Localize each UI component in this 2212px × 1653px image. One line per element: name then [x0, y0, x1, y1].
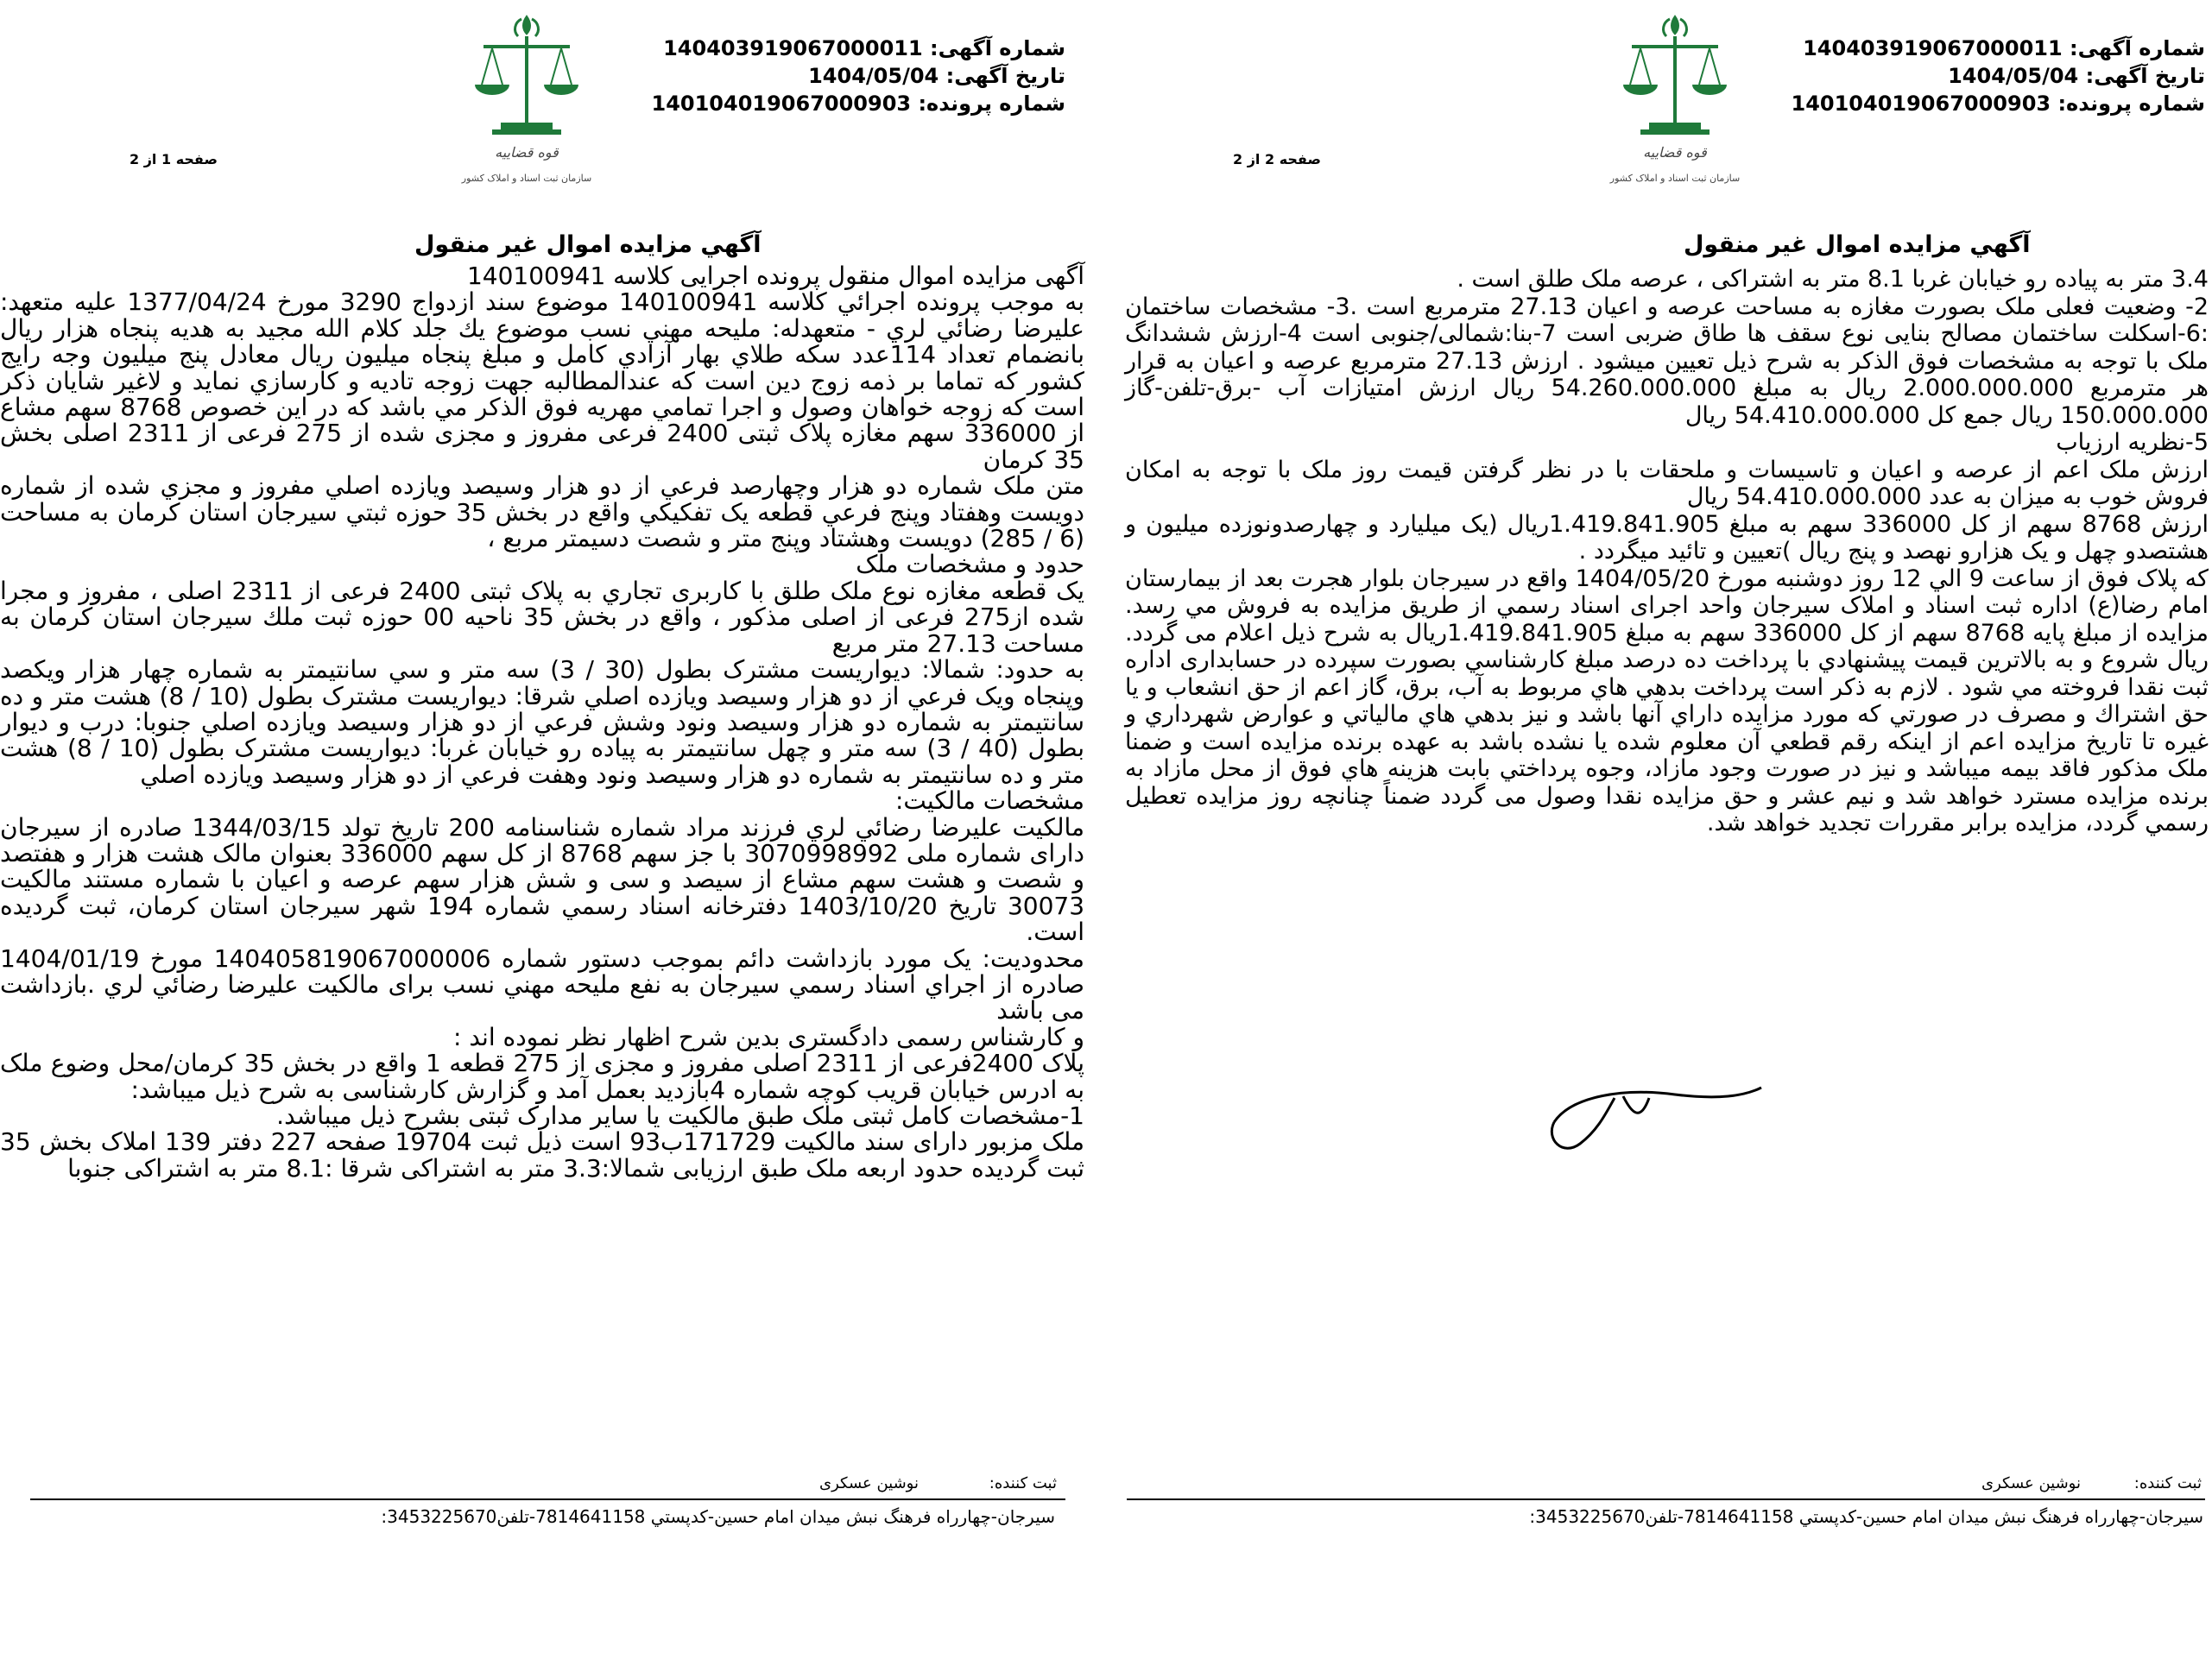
footer-address: سیرجان-چهارراه فرهنگ نبش میدان امام حسین-کدپستي 7814641158-تلفن3453225670:	[381, 1506, 1055, 1527]
judiciary-emblem-icon	[1606, 9, 1744, 190]
notice-date: تاریخ آگهی: 1404/05/04	[1948, 64, 2205, 88]
document-title: آگهي مزايده اموال غير منقول	[414, 231, 762, 258]
emblem-line2: سازمان ثبت اسناد و املاک کشور	[461, 173, 592, 184]
notice-number: شماره آگهی: 140403919067000011	[663, 36, 1065, 60]
paragraph: 3.4 متر به پیاده رو خیابان غربا 8.1 متر به اشتراکی ، عرصه ملک طلق است .	[1457, 266, 2209, 293]
paragraph: متن ملک شماره دو هزار وچهارصد فرعي از دو هزار وسيصد ويازده اصلي مفروز و مجزي شده از شماره دويست وهفتاد وپنج فرعي قطعه يک تفکيکي واقع در بخش 35 حوزه ثبتي سيرجان استان كرمان به مساحت (6 / 285) دويست وهشتاد وپنج متر و شصت دسيمتر مربع ،	[0, 471, 1085, 553]
case-number: شماره پرونده: 140104019067000903	[651, 91, 1065, 116]
case-number: شماره پرونده: 140104019067000903	[1791, 91, 2205, 116]
footer-address: سیرجان-چهارراه فرهنگ نبش میدان امام حسین-کدپستي 7814641158-تلفن3453225670:	[1529, 1506, 2203, 1527]
emblem-line2: سازمان ثبت اسناد و املاک کشور	[1609, 173, 1741, 184]
page-number: صفحه 2 از 2	[1233, 151, 1321, 167]
emblem-line1: قوه قضاییه	[1643, 144, 1707, 161]
paragraph: يک قطعه مغازه نوع ملک طلق با کاربری تجاري به پلاک ثبتی 2400 فرعی از 2311 اصلی ، مفروز و مجرا شده از275 فرعی از اصلی مذکور ، واقع در بخش 35 ناحیه 00 حوزه ثبت ملك سيرجان استان كرمان به مساحت 27.13 متر مربع	[0, 576, 1085, 658]
paragraph: ملک مزبور دارای سند مالکیت 171729ب93 است ذیل ثبت 19704 صفحه 227 دفتر 139 املاک بخش 35 ثبت گردیده حدود اربعه ملک طبق ارزیابی شمالا:3.3 متر به اشتراکی شرقا :8.1 متر به اشتراکی جنوبا	[0, 1127, 1084, 1183]
paragraph: و کارشناس رسمی دادگستری بدین شرح اظهار نظر نموده اند :	[453, 1022, 1084, 1051]
notice-body	[0, 263, 1084, 1182]
registrar-row	[1131, 1474, 2202, 1495]
notice-header	[651, 35, 1065, 121]
paragraph: مشخصات مالکیت:	[894, 786, 1084, 816]
registrar-label: ثبت کننده:	[989, 1474, 1057, 1492]
paragraph: پلاک 2400فرعی از 2311 اصلی مفروز و مجزی از 275 قطعه 1 واقع در بخش 35 کرمان/محل وضوع ملک به ادرس خیابان قریب کوچه شماره 4بازدید بعمل آمد و گزارش کارشناسی به شرح ذیل میباشد:	[0, 1049, 1084, 1104]
paragraph: حدود و مشخصات ملک	[856, 550, 1084, 579]
notice-number: شماره آگهی: 140403919067000011	[1803, 36, 2205, 60]
registrar-label: ثبت کننده:	[2133, 1474, 2202, 1492]
paragraph: 2- وضعیت فعلی ملک بصورت مغازه به مساحت عرصه و اعیان 27.13 مترمربع است .3- مشخصات ساختمان :6-اسکلت ساختمان مصالح بنایی نوع سقف ها طاق ضربی است 7-بنا:شمالی/جنوبی است 4-ارزش ششدانگ ملک با توجه به مشخصات فوق الذکر به شرح ذیل تعیین میشود . ارزش 27.13 مترمربع عرصه و اعیان به قرار هر مترمربع 2.000.000.000 ریال به مبلغ 54.260.000.000 ریال ارزش امتیازات آب -برق-تلفن-گاز 150.000.000 ریال جمع کل 54.410.000.000 ریال	[1125, 293, 2209, 429]
notice-date: تاریخ آگهی: 1404/05/04	[808, 64, 1065, 88]
registrar-row	[21, 1474, 1057, 1495]
page-2	[1122, 0, 2210, 1653]
document-title: آگهي مزايده اموال غير منقول	[1684, 231, 2031, 258]
paragraph: ارزش ملک اعم از عرصه و اعیان و تاسیسات و ملحقات با در نظر گرفتن قیمت روز ملک با توجه به امکان فروش خوب به میزان به عدد 54.410.000.000 ریال	[1125, 456, 2209, 510]
paragraph: محدودیت: یک مورد بازداشت دائم بموجب دستور شماره 140405819067000006 مورخ 1404/01/19 صادره از اجراي اسناد رسمي سيرجان به نفع مليحه مهني نسب برای مالکیت علیرضا رضائي لري .بازداشت می باشد	[0, 943, 1085, 1025]
page-1	[0, 0, 1090, 1653]
registrar-name: نوشین عسکری	[818, 1474, 919, 1492]
paragraph: به موجب پرونده اجرائي كلاسه 140100941 موضوع سند ازدواج 3290 مورخ 1377/04/24 علیه متعهد: علیرضا رضائي لري - متعهدله: مليحه مهني نسب موضوع يك جلد كلام الله مجيد به هديه پنجاه هزار ريال بانضمام تعداد 114عدد سكه طلاي بهار آزادي كامل و مبلغ پنجاه ميليون ريال معادل پنج ميليون وجه رايج كشور كه تماما بر ذمه زوج دين است كه عندالمطالبه جهت زوجه تاديه و كارسازي نمايد و لاغير شايان ذكر است كه زوجه خواهان وصول و اجرا تمامي مهريه فوق الذكر مي باشد كه در اين خصوص 8768 سهم مشاع از 336000 سهم مغازه پلاک ثبتی 2400 فرعی مفروز و مجزی شده از 275 فرعی از 2311 اصلی بخش 35 کرمان	[0, 287, 1085, 474]
page-number: صفحه 1 از 2	[130, 151, 218, 167]
registrar-name: نوشین عسکری	[1981, 1474, 2081, 1492]
paragraph: مالکیت علیرضا رضائي لري فرزند مراد شماره شناسنامه 200 تاریخ تولد 1344/03/15 صادره از سيرجان دارای شماره ملی 3070998992 با جز سهم 8768 از کل سهم 336000 بعنوان مالک هشت هزار و هفتصد و شصت و هشت سهم مشاع از سیصد و سی و شش هزار سهم عرصه و اعیان با شماره مستند مالکیت 30073 تاریخ 1403/10/20 دفترخانه اسناد رسمي شماره 194 شهر سيرجان استان كرمان، ثبت گردیده است.	[0, 812, 1085, 947]
paragraph: كه پلاک فوق از ساعت 9 الي 12 روز دوشنبه مورخ 1404/05/20 واقع در سیرجان بلوار هجرت بعد از بیمارستان امام رضا(ع) اداره ثبت اسناد و املاک سیرجان واحد اجرای اسناد رسمي از طريق مزايده به فروش مي رسد. مزايده از مبلغ پايه 8768 سهم از کل 336000 سهم به مبلغ 1.419.841.905ریال به شرح ذیل اعلام می گردد. ريال شروع و به بالاترين قيمت پيشنهادي با پرداخت ده درصد مبلغ كارشناسي بصورت سپرده در حسابداری اداره ثبت نقدا فروخته مي شود . لازم به ذکر است پرداخت بدهي هاي مربوط به آب، برق، گاز اعم از حق انشعاب و یا حق اشتراك و مصرف در صورتي كه مورد مزايده داراي آنها باشد و نيز بدهي هاي مالياتي و عوارض شهرداري و غيره تا تاريخ مزايده اعم از اينكه رقم قطعي آن معلوم شده يا نشده باشد به عهده برنده مزايده است و ضمنا ملک مذکور فاقد بیمه میباشد و نيز در صورت وجود مازاد، وجوه پرداختي بابت هزينه هاي فوق از محل مازاد به برنده مزايده مسترد خواهد شد و نیم عشر و حق مزایده نقدا وصول می گردد ضمناً چنانچه روز مزايده تعطيل رسمي گردد، مزايده برابر مقررات تجديد خواهد شد.	[1125, 565, 2209, 836]
paragraph: آگهی مزایده اموال منقول پرونده اجرایی کلاسه 140100941	[466, 262, 1084, 290]
emblem-line1: قوه قضاییه	[495, 144, 559, 161]
judiciary-emblem-icon	[458, 9, 596, 190]
paragraph: 5-نظریه ارزیاب	[2056, 429, 2209, 456]
signature-icon	[1520, 1062, 1779, 1165]
footer-divider	[1127, 1498, 2205, 1500]
paragraph: به حدود: شمالا: ديواريست مشترک بطول (30 / 3) سه متر و سي سانتيمتر به شماره چهار هزار ويکصد وپنجاه ويک فرعي از دو هزار وسيصد ويازده اصلي شرقا: ديواريست مشترک بطول (10 / 8) هشت متر و ده سانتيمتر به شماره دو هزار وسيصد ونود وشش فرعي از دو هزار وسيصد ويازده اصلي جنوبا: درب و ديوار بطول (40 / 3) سه متر و چهل سانتيمتر به پياده رو خيابان غربا: ديواريست مشترک بطول (10 / 8) هشت متر و ده سانتيمتر به شماره دو هزار وسيصد ونود وهفت فرعي از دو هزار وسيصد ويازده اصلي	[0, 655, 1085, 789]
paragraph: 1-مشخصات کامل ثبتی ملک طبق مالکیت یا سایر مدارک ثبتی بشرح ذیل میباشد.	[276, 1101, 1084, 1130]
footer-divider	[30, 1498, 1065, 1500]
paragraph: ارزش 8768 سهم از کل 336000 سهم به مبلغ 1.419.841.905ریال (یک میلیارد و چهارصدونوزده میلیون و هشتصدو چهل و یک هزارو نهصد و پنج ریال )تعیین و تائید میگردد .	[1125, 510, 2209, 565]
notice-body	[1125, 266, 2209, 837]
notice-header	[1791, 35, 2205, 121]
